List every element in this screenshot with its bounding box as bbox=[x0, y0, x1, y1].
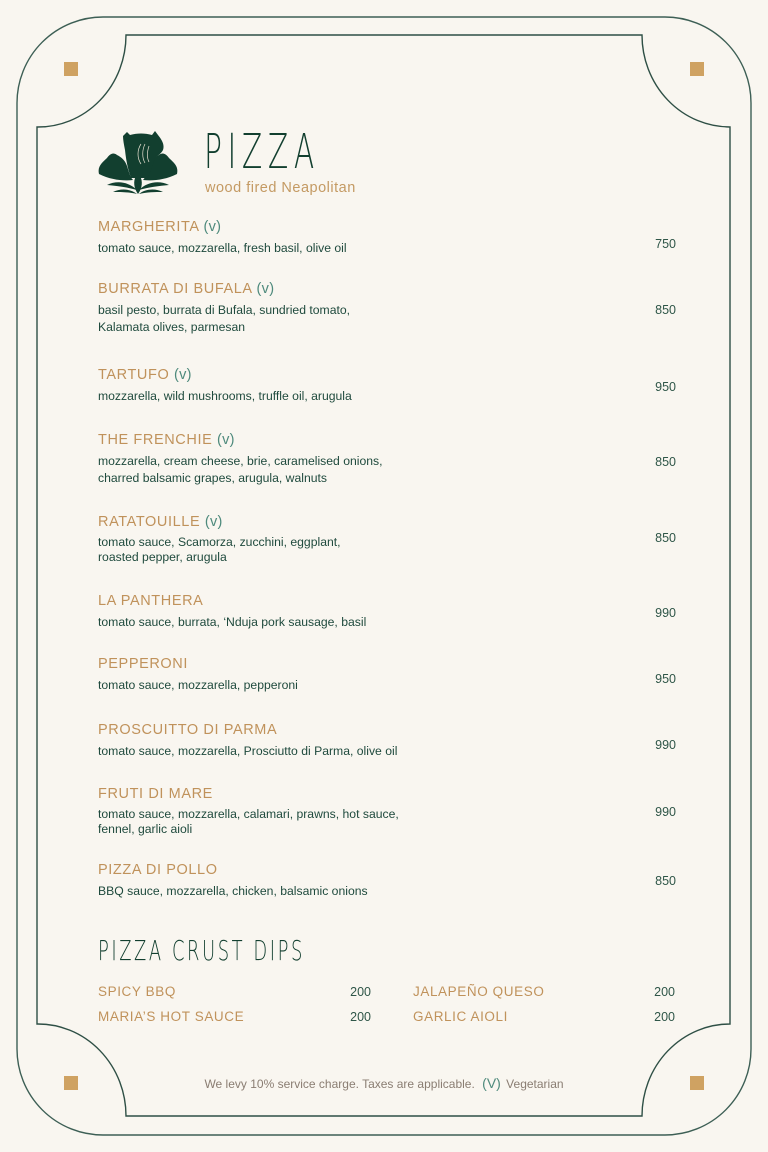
item-price: 850 bbox=[655, 455, 676, 469]
item-description: mozzarella, cream cheese, brie, caramelised onions, charred balsamic grapes, arugula, walnuts bbox=[98, 454, 383, 485]
dip-item-price: 200 bbox=[350, 985, 371, 999]
corner-square-top-left bbox=[64, 62, 78, 76]
dip-item-price: 200 bbox=[654, 985, 675, 999]
item-price: 950 bbox=[655, 380, 676, 394]
item-description: tomato sauce, mozzarella, pepperoni bbox=[98, 678, 298, 692]
menu-item-ratatouille bbox=[98, 513, 353, 565]
item-name: TARTUFO bbox=[98, 367, 170, 383]
menu-item-the-frenchie bbox=[98, 431, 398, 487]
item-description: BBQ sauce, mozzarella, chicken, balsamic onions bbox=[98, 884, 368, 898]
menu-item-la-panthera bbox=[98, 592, 438, 631]
vegetarian-badge: (v) bbox=[173, 367, 192, 383]
item-name: FRUTI DI MARE bbox=[98, 786, 213, 802]
item-description: tomato sauce, mozzarella, fresh basil, olive oil bbox=[98, 241, 347, 255]
menu-item-pizza-di-pollo bbox=[98, 861, 438, 900]
dip-item-name: JALAPEÑO QUESO bbox=[413, 984, 545, 999]
item-price: 950 bbox=[655, 672, 676, 686]
vegetarian-legend-mark: (V) bbox=[482, 1075, 501, 1091]
item-description: basil pesto, burrata di Bufala, sundried tomato, Kalamata olives, parmesan bbox=[98, 303, 351, 334]
panther-leaves-logo-icon bbox=[97, 130, 179, 196]
item-price: 850 bbox=[655, 303, 676, 317]
menu-item-proscuitto-di-parma bbox=[98, 721, 418, 760]
dips-section-title: PIZZA CRUST DIPS bbox=[98, 934, 305, 967]
item-description: tomato sauce, mozzarella, Prosciutto di Parma, olive oil bbox=[98, 744, 398, 758]
item-description: tomato sauce, Scamorza, zucchini, eggplant, roasted pepper, arugula bbox=[98, 535, 341, 564]
vegetarian-badge: (v) bbox=[256, 281, 275, 297]
menu-item-margherita bbox=[98, 218, 438, 257]
item-price: 850 bbox=[655, 531, 676, 545]
item-price: 850 bbox=[655, 874, 676, 888]
menu-item-burrata-di-bufala bbox=[98, 280, 398, 336]
service-charge-note: We levy 10% service charge. Taxes are applicable. bbox=[204, 1077, 475, 1091]
item-name: THE FRENCHIE bbox=[98, 432, 213, 448]
item-description: mozzarella, wild mushrooms, truffle oil, arugula bbox=[98, 389, 352, 403]
menu-item-pepperoni bbox=[98, 655, 438, 694]
vegetarian-badge: (v) bbox=[203, 219, 222, 235]
item-name: MARGHERITA bbox=[98, 219, 199, 235]
item-name: RATATOUILLE bbox=[98, 514, 201, 530]
menu-item-tartufo bbox=[98, 366, 438, 405]
item-name: PIZZA DI POLLO bbox=[98, 862, 218, 878]
dip-item-price: 200 bbox=[350, 1010, 371, 1024]
vegetarian-badge: (v) bbox=[216, 432, 235, 448]
item-price: 750 bbox=[655, 237, 676, 251]
page-subtitle: wood fired Neapolitan bbox=[205, 180, 356, 196]
page-title: PIZZA bbox=[204, 124, 320, 180]
item-price: 990 bbox=[655, 805, 676, 819]
item-name: LA PANTHERA bbox=[98, 593, 204, 609]
dip-item-price: 200 bbox=[654, 1010, 675, 1024]
item-price: 990 bbox=[655, 738, 676, 752]
menu-item-fruti-di-mare bbox=[98, 785, 403, 837]
vegetarian-legend-label: Vegetarian bbox=[506, 1077, 564, 1091]
corner-square-top-right bbox=[690, 62, 704, 76]
item-price: 990 bbox=[655, 606, 676, 620]
footer-note bbox=[0, 1075, 768, 1091]
item-description: tomato sauce, burrata, ‘Nduja pork sausage, basil bbox=[98, 615, 367, 629]
item-name: PEPPERONI bbox=[98, 656, 189, 672]
item-name: PROSCUITTO DI PARMA bbox=[98, 722, 278, 738]
dip-item-name: GARLIC AIOLI bbox=[413, 1009, 508, 1024]
dip-item-name: MARIA’S HOT SAUCE bbox=[98, 1009, 245, 1024]
vegetarian-badge: (v) bbox=[204, 514, 223, 530]
dip-item-name: SPICY BBQ bbox=[98, 984, 176, 999]
item-description: tomato sauce, mozzarella, calamari, prawns, hot sauce, fennel, garlic aioli bbox=[98, 807, 399, 836]
item-name: BURRATA DI BUFALA bbox=[98, 281, 252, 297]
